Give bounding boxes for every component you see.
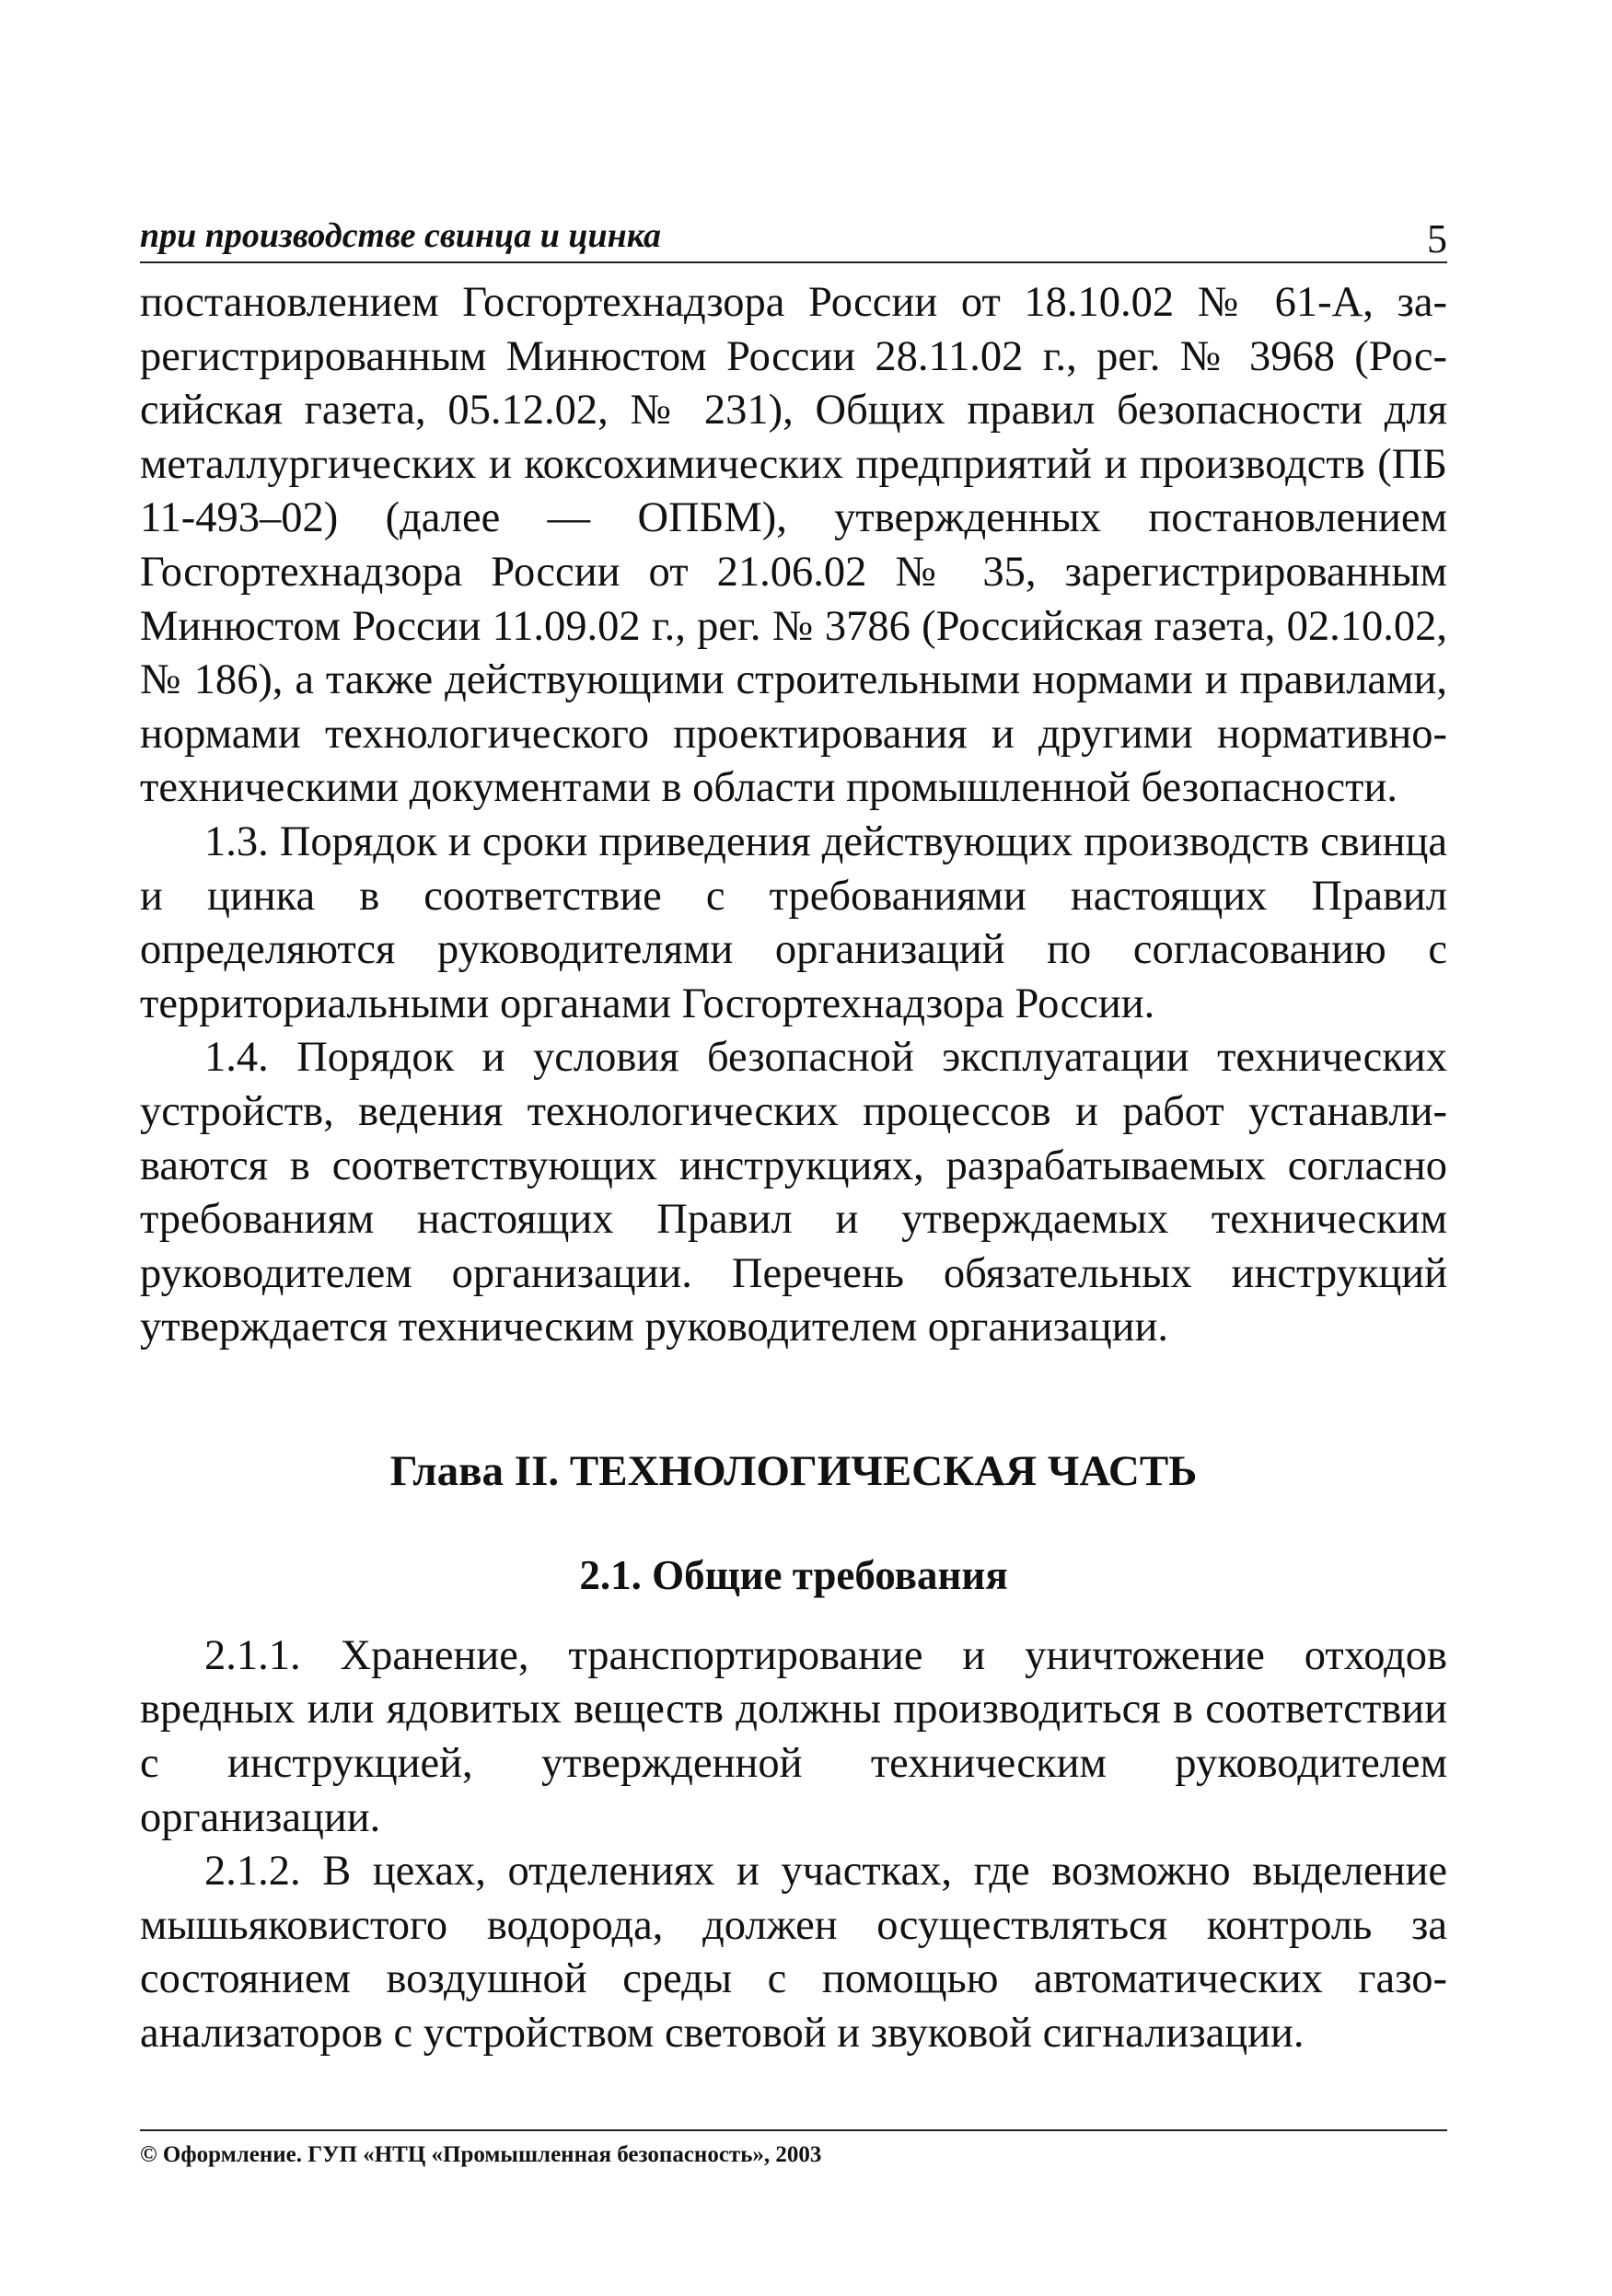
copyright-footer: © Оформление. ГУП «НТЦ «Промышленная безопасность», 2003: [140, 2129, 1447, 2168]
page-body: [140, 276, 1447, 2061]
paragraph-continued: постановлением Госгортехнадзора России от 18.10.02 № 61-А, зарегистрированным Минюстом России 28.11.02 г., рег. № 3968 (Российская газета, 05.12.02, № 231), Общих правил безопасности для металлургических и коксохимических предприятий и производств (ПБ 11-493–02) (далее — ОПБМ), утвержденных постановлением Госгортехнадзора России от 21.06.02 № 35, зарегистрированным Минюстом России 11.09.02 г., рег. № 3786 (Российская газета, 02.10.02, № 186), а также действующими строительными нормами и правилами, нормами технологического проектирования и другими нормативно-техническими документами в области промышленной безопасности.: [140, 279, 1447, 812]
running-header: [140, 210, 1447, 263]
page-number: 5: [1427, 216, 1447, 261]
running-title: при производстве свинца и цинка: [140, 216, 662, 255]
paragraph-1-4: 1.4. Порядок и условия безопасной эксплуатации технических устройств, ведения технологических процессов и работ устанавливаются в соответствующих инструкциях, разрабатываемых согласно требованиям настоящих Правил и утверждаемых техническим руководителем организации. Перечень обязательных инструкций утверждается техническим руководителем организации.: [140, 1034, 1447, 1351]
paragraph-1-3: 1.3. Порядок и сроки приведения действующих производств свинца и цинка в соответствие с требованиями настоящих Правил определяются руководителями организаций по согласованию с территориальными органами Госгортехнадзора России.: [140, 818, 1447, 1027]
chapter-heading: Глава II. ТЕХНОЛОГИЧЕСКАЯ ЧАСТЬ: [389, 1446, 1198, 1495]
paragraph-2-1-1: 2.1.1. Хранение, транспортирование и уничтожение отходов вредных или ядовитых веществ должны производиться в соответствии с инструкцией, утвержденной техническим руководителем организации.: [140, 1631, 1447, 1841]
section-heading: 2.1. Общие требования: [579, 1551, 1008, 1598]
paragraph-2-1-2: 2.1.2. В цехах, отделениях и участках, где возможно выделение мышьяковистого водорода, должен осуществляться контроль за состоянием воздушной среды с помощью автоматических газоанализаторов с устройством световой и звуковой сигнализации.: [140, 1848, 1447, 2058]
